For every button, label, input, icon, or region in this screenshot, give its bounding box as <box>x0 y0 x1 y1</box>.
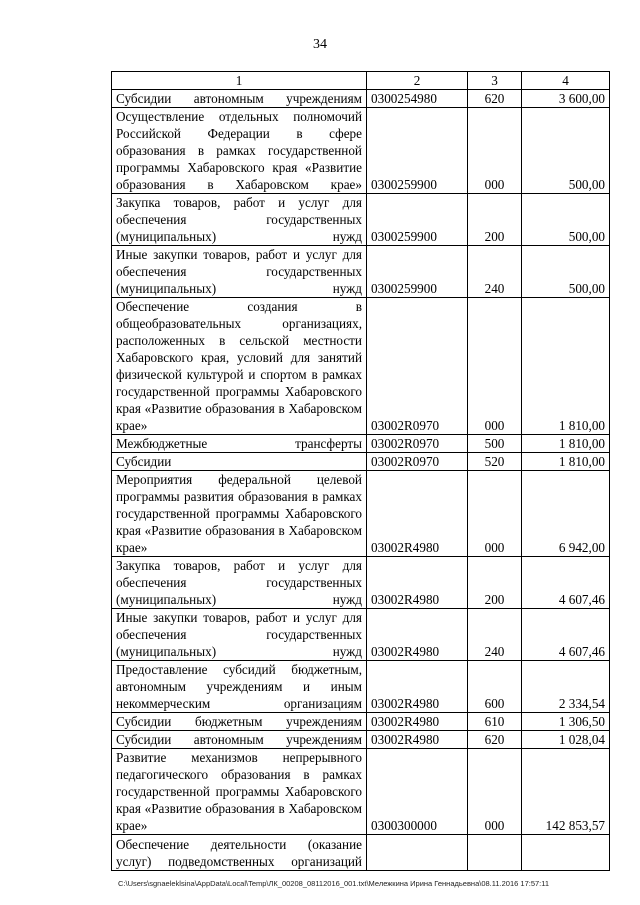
row-name-cell: Предоставление субсидий бюджетным, автономным учреждениям и иным некоммерческим организациям <box>112 661 367 713</box>
row-vr-cell: 500 <box>468 435 522 453</box>
row-name-cell: Иные закупки товаров, работ и услуг для обеспечения государственных (муниципальных) нужд <box>112 609 367 661</box>
row-code-cell: 03002R4980 <box>367 731 468 749</box>
row-vr-cell: 200 <box>468 557 522 609</box>
row-name-cell: Межбюджетные трансферты <box>112 435 367 453</box>
table-row <box>112 835 610 871</box>
row-vr-cell: 520 <box>468 453 522 471</box>
row-code-cell: 03002R4980 <box>367 713 468 731</box>
row-vr-cell: 610 <box>468 713 522 731</box>
header-col-2: 2 <box>367 72 468 90</box>
row-name-cell: Субсидии <box>112 453 367 471</box>
row-name-cell: Закупка товаров, работ и услуг для обеспечения государственных (муниципальных) нужд <box>112 557 367 609</box>
row-code-cell: 03002R4980 <box>367 557 468 609</box>
row-name-cell: Закупка товаров, работ и услуг для обеспечения государственных (муниципальных) нужд <box>112 194 367 246</box>
row-name-cell: Мероприятия федеральной целевой программы развития образования в рамках государственной программы Хабаровского края «Развитие образования в Хабаровском крае» <box>112 471 367 557</box>
header-col-3: 3 <box>468 72 522 90</box>
table-row <box>112 246 610 298</box>
row-sum-cell: 1 306,50 <box>522 713 610 731</box>
row-sum-cell: 1 810,00 <box>522 453 610 471</box>
table-row <box>112 471 610 557</box>
row-code-cell: 03002R0970 <box>367 298 468 435</box>
table-row <box>112 661 610 713</box>
row-sum-cell: 500,00 <box>522 108 610 194</box>
table-row <box>112 731 610 749</box>
row-sum-cell: 6 942,00 <box>522 471 610 557</box>
row-name-cell: Обеспечение создания в общеобразовательных организациях, расположенных в сельской местности Хабаровского края, условий для занятий физической культурой и спортом в рамках государственной программы Хабаровского края «Развитие образования в Хабаровском крае» <box>112 298 367 435</box>
row-vr-cell: 240 <box>468 609 522 661</box>
row-code-cell: 0300300000 <box>367 749 468 835</box>
row-vr-cell: 000 <box>468 749 522 835</box>
row-code-cell <box>367 835 468 871</box>
row-sum-cell: 4 607,46 <box>522 609 610 661</box>
row-code-cell: 0300259900 <box>367 108 468 194</box>
row-vr-cell: 000 <box>468 298 522 435</box>
row-sum-cell: 1 028,04 <box>522 731 610 749</box>
header-col-1: 1 <box>112 72 367 90</box>
table-row <box>112 90 610 108</box>
row-code-cell: 03002R0970 <box>367 435 468 453</box>
row-name-cell: Обеспечение деятельности (оказание услуг) подведомственных организаций <box>112 835 367 871</box>
row-vr-cell <box>468 835 522 871</box>
row-sum-cell: 500,00 <box>522 194 610 246</box>
row-vr-cell: 200 <box>468 194 522 246</box>
table-row <box>112 453 610 471</box>
row-sum-cell: 142 853,57 <box>522 749 610 835</box>
table-row <box>112 713 610 731</box>
table-row <box>112 108 610 194</box>
table-row <box>112 557 610 609</box>
row-name-cell: Субсидии автономным учреждениям <box>112 90 367 108</box>
row-code-cell: 03002R0970 <box>367 453 468 471</box>
row-vr-cell: 000 <box>468 471 522 557</box>
row-name-cell: Осуществление отдельных полномочий Российской Федерации в сфере образования в рамках государственной программы Хабаровского края «Развитие образования в Хабаровском крае» <box>112 108 367 194</box>
row-code-cell: 0300254980 <box>367 90 468 108</box>
row-vr-cell: 240 <box>468 246 522 298</box>
row-code-cell: 03002R4980 <box>367 661 468 713</box>
row-vr-cell: 620 <box>468 731 522 749</box>
row-code-cell: 0300259900 <box>367 194 468 246</box>
table-row <box>112 298 610 435</box>
row-vr-cell: 620 <box>468 90 522 108</box>
row-sum-cell: 1 810,00 <box>522 435 610 453</box>
row-sum-cell: 2 334,54 <box>522 661 610 713</box>
table-header-row <box>112 72 610 90</box>
row-vr-cell: 600 <box>468 661 522 713</box>
row-sum-cell <box>522 835 610 871</box>
page-number: 34 <box>313 37 327 52</box>
budget-table <box>111 71 610 871</box>
file-path-footer: C:\Users\sgnaeleklsina\AppData\Local\Temp\ЛК_00208_08112016_001.txt\Мележкина Ирина Геннадьевна\08.11.2016 17:57:11 <box>118 879 550 888</box>
row-name-cell: Развитие механизмов непрерывного педагогического образования в рамках государственной программы Хабаровского края «Развитие образования в Хабаровском крае» <box>112 749 367 835</box>
header-col-4: 4 <box>522 72 610 90</box>
table-row <box>112 609 610 661</box>
row-name-cell: Субсидии бюджетным учреждениям <box>112 713 367 731</box>
table-row <box>112 194 610 246</box>
row-sum-cell: 4 607,46 <box>522 557 610 609</box>
row-code-cell: 03002R4980 <box>367 609 468 661</box>
table-row <box>112 435 610 453</box>
row-code-cell: 03002R4980 <box>367 471 468 557</box>
row-sum-cell: 500,00 <box>522 246 610 298</box>
table-row <box>112 749 610 835</box>
row-name-cell: Иные закупки товаров, работ и услуг для обеспечения государственных (муниципальных) нужд <box>112 246 367 298</box>
row-vr-cell: 000 <box>468 108 522 194</box>
row-code-cell: 0300259900 <box>367 246 468 298</box>
row-sum-cell: 3 600,00 <box>522 90 610 108</box>
row-sum-cell: 1 810,00 <box>522 298 610 435</box>
row-name-cell: Субсидии автономным учреждениям <box>112 731 367 749</box>
